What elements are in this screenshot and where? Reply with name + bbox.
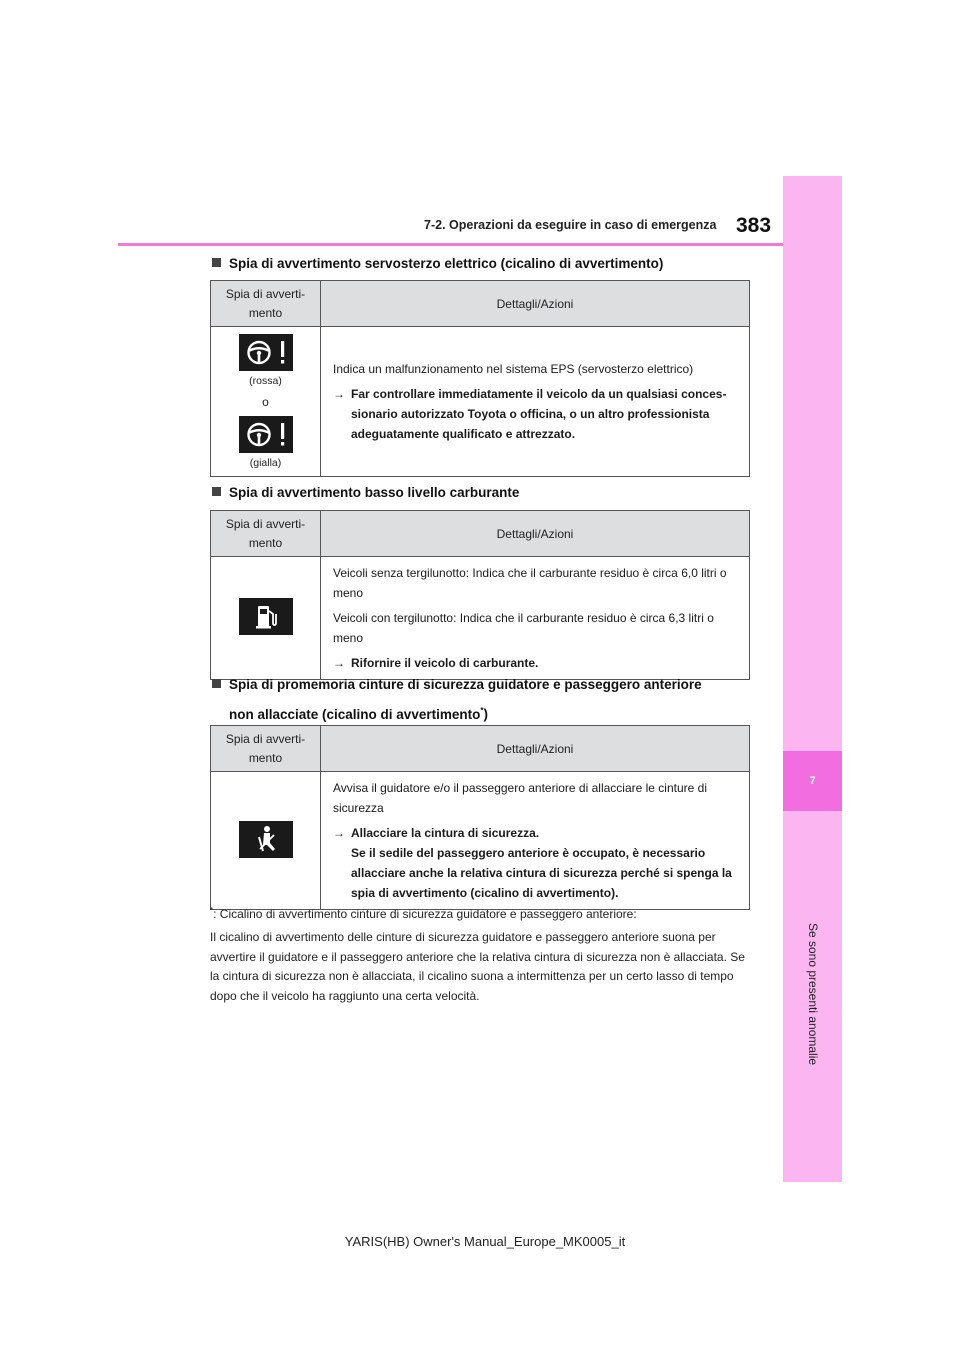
header-lamp: Spia di avverti- mento bbox=[211, 281, 321, 327]
action-text: → Far controllare immediatamente il veicolo da un qualsiasi conces-sionario autorizzato Toyota o officina, o un altro professionista adeguatamente qualificato e attrezzato. bbox=[333, 384, 745, 444]
chapter-number: 7 bbox=[783, 751, 842, 811]
square-bullet-icon bbox=[212, 487, 221, 496]
footnote: *: Cicalino di avvertimento cinture di sicurezza guidatore e passeggero anteriore: bbox=[210, 906, 637, 921]
fuel-pump-icon bbox=[239, 598, 293, 635]
details-text: Indica un malfunzionamento nel sistema EPS (servosterzo elettrico) bbox=[333, 362, 694, 376]
lamp-cell bbox=[211, 557, 321, 680]
arrow-right-icon: → bbox=[333, 387, 345, 401]
action-text: → Allacciare la cintura di sicurezza. Se il sedile del passeggero anteriore è occupato, è necessario allacciare anche la relativa cintura di sicurezza perché si spenga la spia di avvertimento (cicalino di avvertimento). bbox=[333, 823, 745, 903]
header-divider bbox=[118, 243, 783, 246]
section-title-fuel: Spia di avvertimento basso livello carburante bbox=[212, 480, 519, 506]
page-number: 383 bbox=[736, 214, 772, 237]
details-cell bbox=[321, 772, 750, 910]
chapter-title: Se sono presenti anomalie bbox=[806, 922, 820, 1066]
icon-caption-red: (rossa) bbox=[249, 374, 282, 387]
steering-warning-icon bbox=[239, 334, 293, 371]
square-bullet-icon bbox=[212, 679, 221, 688]
action-text: → Rifornire il veicolo di carburante. bbox=[333, 653, 745, 673]
lamp-cell bbox=[211, 772, 321, 910]
arrow-right-icon: → bbox=[333, 826, 345, 840]
arrow-right-icon: → bbox=[333, 656, 345, 670]
header-lamp: Spia di avverti- mento bbox=[211, 511, 321, 557]
table-eps bbox=[210, 280, 750, 477]
section-title-seatbelt: Spia di promemoria cinture di sicurezza guidatore e passeggero anteriore non allacciate (cicalino di avvertimento*) bbox=[212, 672, 702, 728]
lamp-cell bbox=[211, 327, 321, 477]
footnote-marker: * bbox=[210, 906, 214, 915]
steering-warning-icon bbox=[239, 416, 293, 453]
header-lamp: Spia di avverti- mento bbox=[211, 726, 321, 772]
details-cell bbox=[321, 557, 750, 680]
chapter-side-tab bbox=[783, 176, 842, 1182]
details-text: Veicoli con tergilunotto: Indica che il carburante residuo è circa 6,3 litri o meno bbox=[333, 611, 714, 645]
details-cell bbox=[321, 327, 750, 477]
header-details: Dettagli/Azioni bbox=[321, 511, 750, 557]
square-bullet-icon bbox=[212, 258, 221, 267]
running-header: 7-2. Operazioni da eseguire in caso di emergenza bbox=[424, 218, 717, 232]
body-paragraph: Il cicalino di avvertimento delle cinture di sicurezza guidatore e passeggero anteriore suona per avvertire il guidatore e il passeggero anteriore che la relativa cintura di sicurezza non è allacciata. Se la cintura di sicurezza non è allacciata, il cicalino suona a intermittenza per un certo lasso di tempo dopo che il veicolo ha raggiunto una certa velocità. bbox=[210, 930, 745, 1003]
header-details: Dettagli/Azioni bbox=[321, 726, 750, 772]
table-fuel bbox=[210, 510, 750, 680]
header-details: Dettagli/Azioni bbox=[321, 281, 750, 327]
details-text: Veicoli senza tergilunotto: Indica che il carburante residuo è circa 6,0 litri o meno bbox=[333, 566, 727, 600]
details-text: Avvisa il guidatore e/o il passeggero anteriore di allacciare le cinture di sicurezza bbox=[333, 781, 707, 815]
icon-caption-or: o bbox=[262, 394, 269, 409]
footer-manual-id: YARIS(HB) Owner's Manual_Europe_MK0005_it bbox=[344, 1234, 626, 1249]
section-title-eps: Spia di avvertimento servosterzo elettrico (cicalino di avvertimento) bbox=[212, 251, 663, 277]
footnote-marker: * bbox=[480, 706, 484, 715]
seatbelt-reminder-icon bbox=[239, 821, 293, 858]
table-seatbelt bbox=[210, 725, 750, 910]
icon-caption-yellow: (gialla) bbox=[249, 456, 282, 469]
